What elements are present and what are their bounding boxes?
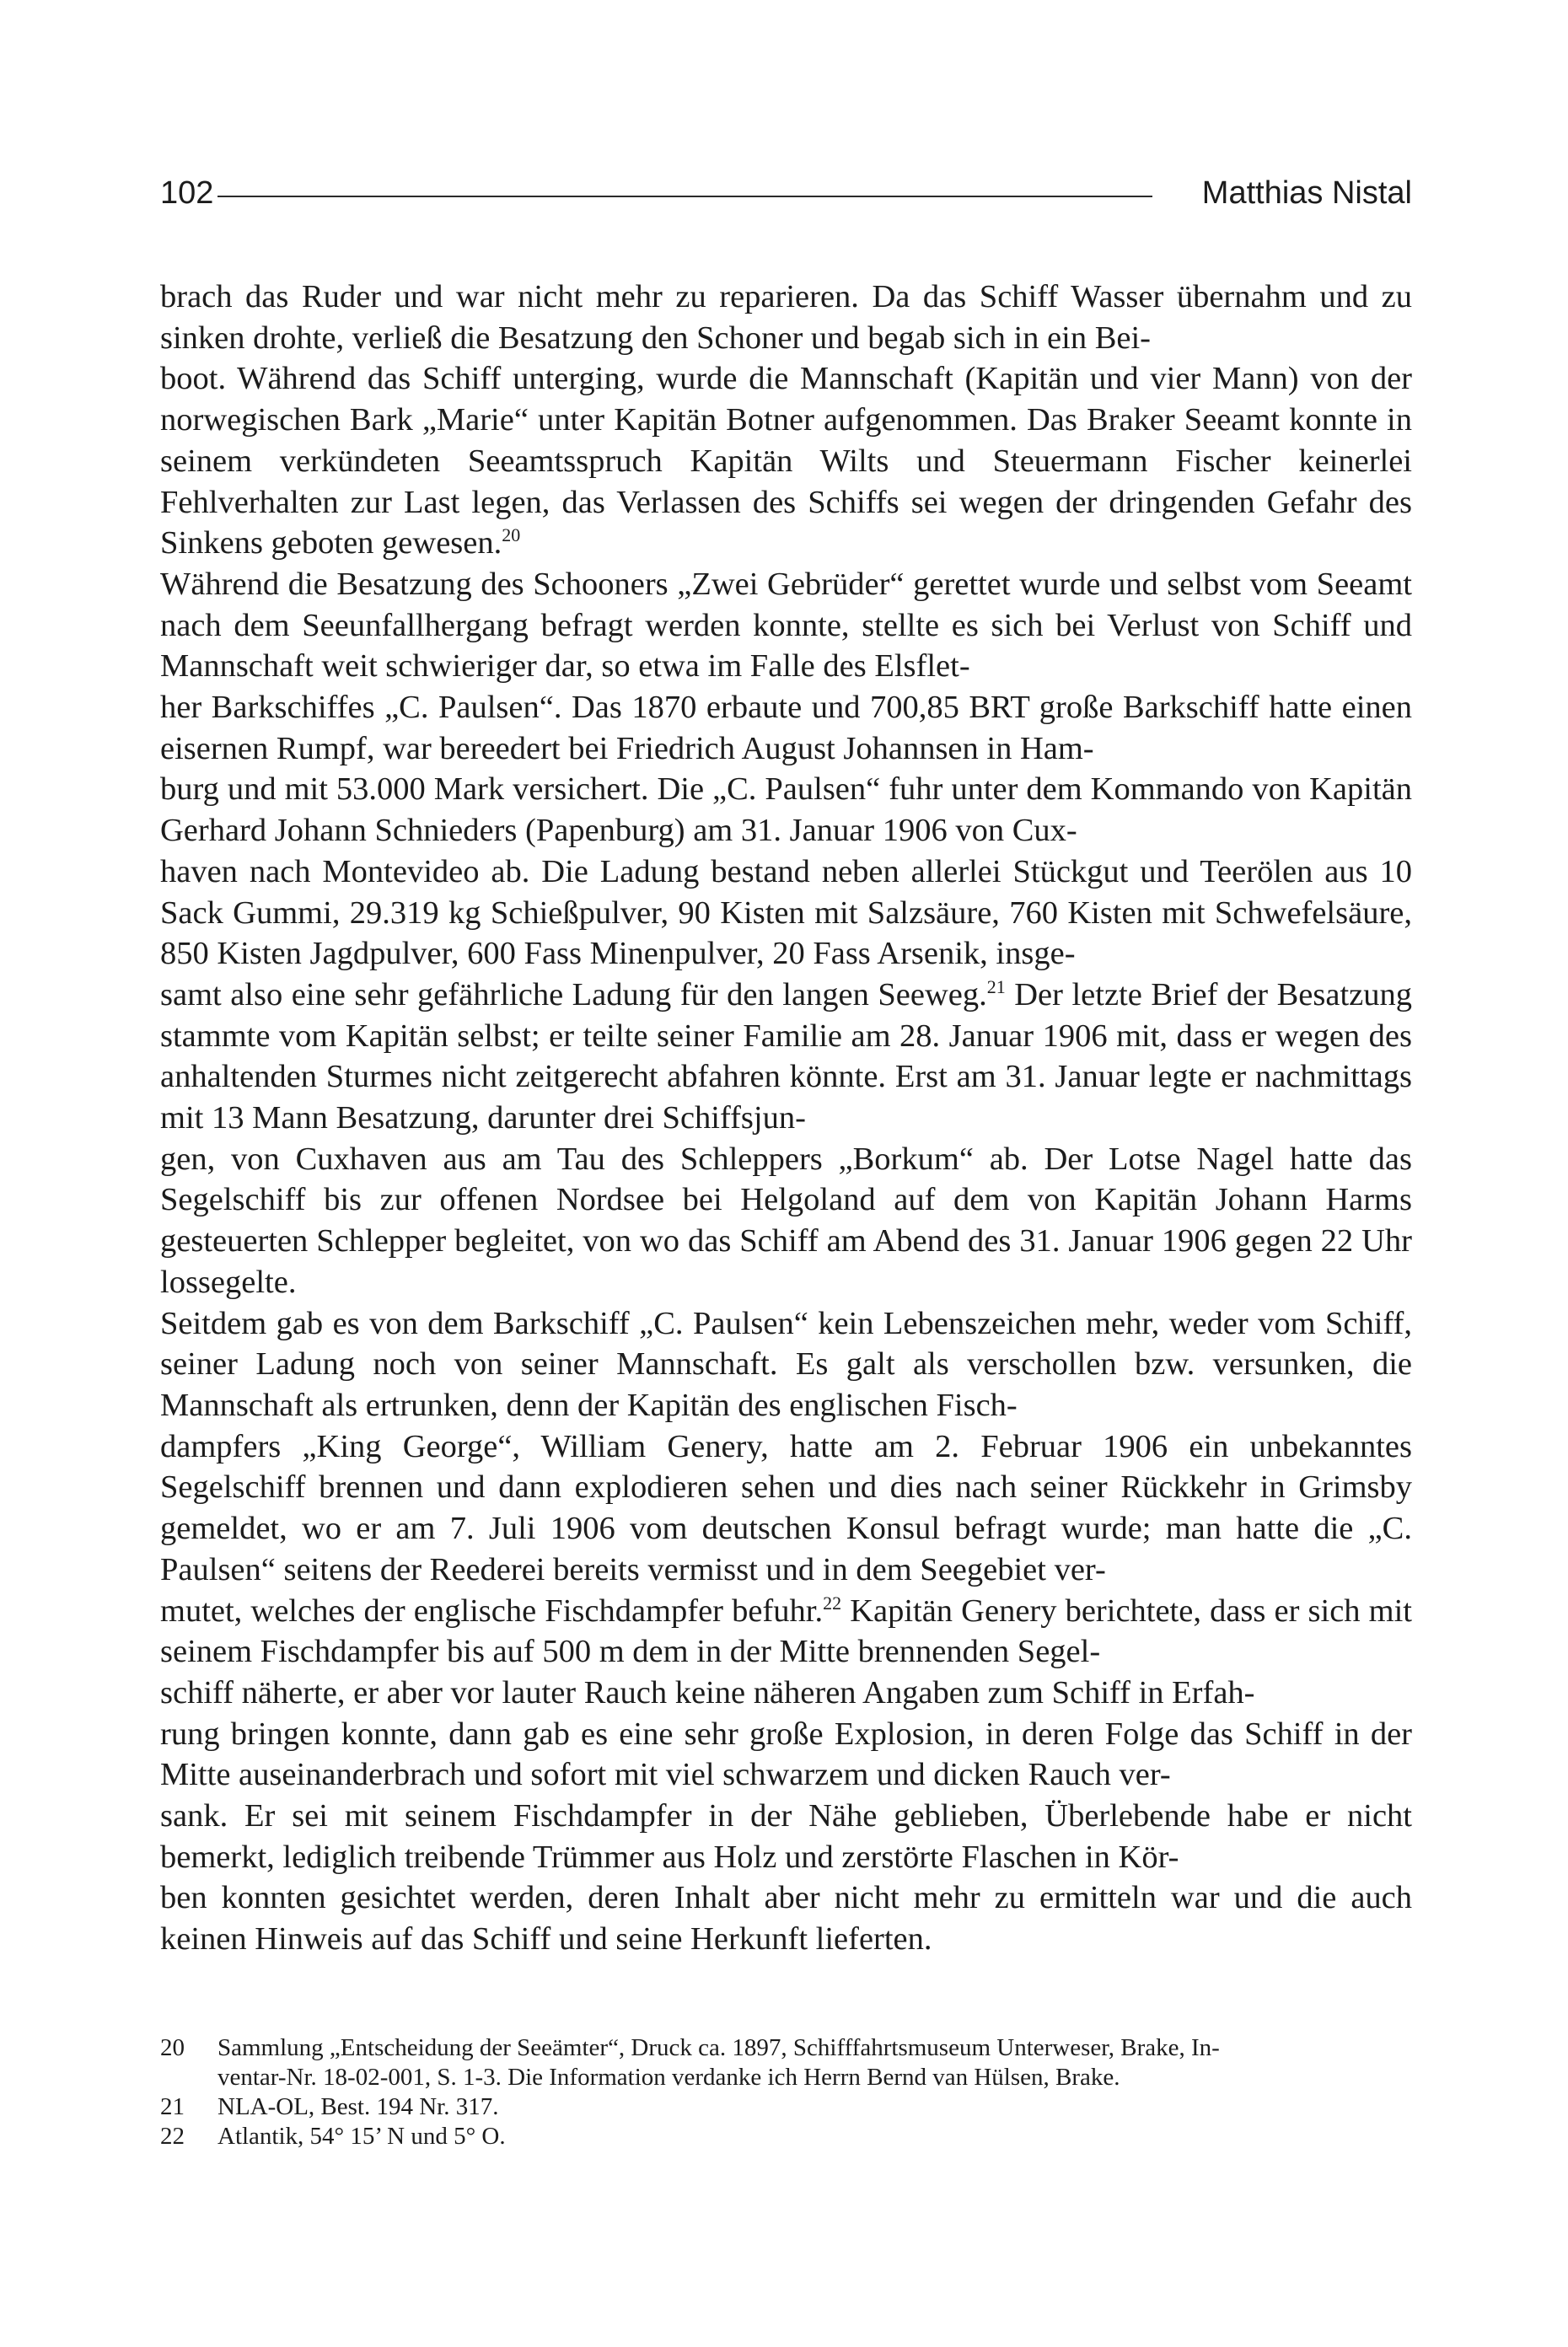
running-head-author: Matthias Nistal [1201,175,1412,211]
footnote [160,2122,1412,2151]
footnote-text: Atlantik, 54° 15’ N und 5° O. [217,2123,506,2150]
footnote [160,2033,1412,2092]
running-head [160,172,1412,214]
footnote-number: 22 [160,2123,185,2150]
footnotes [160,2033,1412,2151]
footnote-reference: 22 [823,1592,842,1614]
footnote-number: 21 [160,2093,185,2120]
footnote-text: NLA-OL, Best. 194 Nr. 317. [217,2093,499,2120]
body-text [160,277,1412,1960]
paragraph-text: Der letzte Brief der Besatzung stammte vom Kapitän selbst; er teilte seiner Familie am 28. Januar 1906 mit, dass er wegen des anhaltenden Sturmes nicht zeitgerecht abfahren könnte. Erst am 31. Januar legte er nachmittags mit 13 Mann Besatzung, darunter drei Schiffsjun- gen, von Cuxhaven aus am Tau des Schleppers „Borkum“ ab. Der Lotse Nagel hatte das Segelschiff bis zur offenen Nordsee bei Helgoland auf dem von Kapitän Johann Harms gesteuerten Schlepper begleitet, von wo das Schiff am Abend des 31. Januar 1906 gegen 22 Uhr lossegelte. [160,976,1412,1300]
paragraph [160,1303,1412,1960]
footnote [160,2092,1412,2122]
paragraph-text: Während die Besatzung des Schooners „Zwei Gebrüder“ gerettet wurde und selbst vom Seeamt nach dem Seeunfallhergang befragt werden konnte, stellte es sich bei Verlust von Schiff und Mannschaft weit schwieriger dar, so etwa im Falle des Elsflet- her Barkschiffes „C. Paulsen“. Das 1870 erbaute und 700,85 BRT große Barkschiff hatte einen eisernen Rumpf, war bereedert bei Friedrich August Johannsen in Ham- burg und mit 53.000 Mark versichert. Die „C. Paulsen“ fuhr unter dem Kommando von Kapitän Gerhard Johann Schnieders (Papenburg) am 31. Januar 1906 von Cux- haven nach Montevideo ab. Die Ladung bestand neben allerlei Stückgut und Teerölen aus 10 Sack Gummi, 29.319 kg Schießpulver, 90 Kisten mit Salzsäure, 760 Kisten mit Schwefelsäure, 850 Kisten Jagdpulver, 600 Fass Minenpulver, 20 Fass Arsenik, insge- samt also eine sehr gefährliche Ladung für den langen Seeweg. [160,566,1412,1012]
footnote-reference: 20 [502,524,521,546]
footnote-reference: 21 [986,976,1006,998]
paragraph [160,564,1412,1303]
paragraph-text: Kapitän Genery berichtete, dass er sich mit seinem Fischdampfer bis auf 500 m dem in der Mitte brennenden Segel- schiff näherte, er aber vor lauter Rauch keine näheren Angaben zum Schiff in Erfah- rung bringen konnte, dann gab es eine sehr große Explosion, in deren Folge das Schiff in der Mitte auseinanderbrach und sofort mit viel schwarzem und dicken Rauch ver- sank. Er sei mit seinem Fischdampfer in der Nähe geblieben, Überlebende habe er nicht bemerkt, lediglich treibende Trümmer aus Holz und zerstörte Flaschen in Kör- ben konnten gesichtet werden, deren Inhalt aber nicht mehr zu ermitteln war und die auch keinen Hinweis auf das Schiff und seine Herkunft lieferten. [160,1592,1412,1958]
paragraph-text: brach das Ruder und war nicht mehr zu reparieren. Da das Schiff Wasser übernahm und zu sinken drohte, verließ die Besatzung den Schoner und begab sich in ein Bei- boot. Während das Schiff unterging, wurde die Mannschaft (Kapitän und vier Mann) von der norwegischen Bark „Marie“ unter Kapitän Botner aufgenommen. Das Braker Seeamt konnte in seinem verkündeten Seeamtsspruch Kapitän Wilts und Steuermann Fischer keinerlei Fehlverhalten zur Last legen, das Verlassen des Schiffs sei wegen der dringenden Gefahr des Sinkens geboten gewesen. [160,279,1412,561]
paragraph [160,277,1412,564]
page-number: 102 [160,175,214,211]
header-rule [217,196,1152,197]
paragraph-text: Seitdem gab es von dem Barkschiff „C. Paulsen“ kein Lebenszeichen mehr, weder vom Schiff, seiner Ladung noch von seiner Mannschaft. Es galt als verschollen bzw. versunken, die Mannschaft als ertrunken, denn der Kapitän des englischen Fisch- dampfers „King George“, William Genery, hatte am 2. Februar 1906 ein unbekanntes Segelschiff brennen und dann explodieren sehen und dies nach seiner Rückkehr in Grimsby gemeldet, wo er am 7. Juli 1906 vom deutschen Konsul befragt wurde; man hatte die „C. Paulsen“ seitens der Reederei bereits vermisst und in dem Seegebiet ver- mutet, welches der englische Fischdampfer befuhr. [160,1305,1412,1629]
footnote-number: 20 [160,2034,185,2061]
footnote-text: Sammlung „Entscheidung der Seeämter“, Druck ca. 1897, Schifffahrtsmuseum Unterweser, Brake, In- ventar-Nr. 18-02-001, S. 1-3. Die Information verdanke ich Herrn Bernd van Hülsen, Brake. [217,2034,1220,2091]
